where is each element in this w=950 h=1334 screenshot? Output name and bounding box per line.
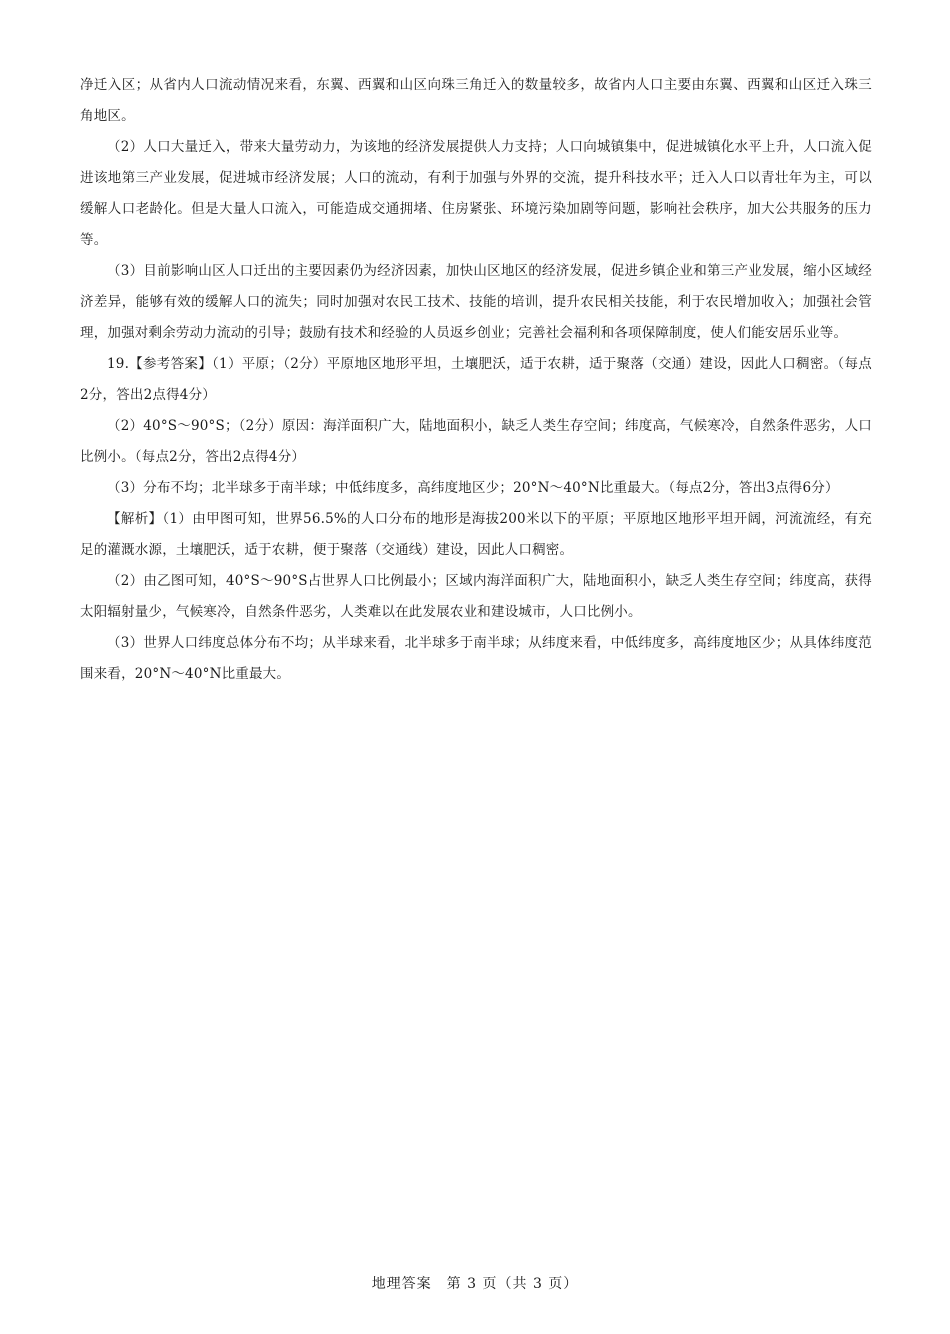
paragraph-mountain-measures: （3）目前影响山区人口迁出的主要因素仍为经济因素，加快山区地区的经济发展，促进乡镇企业和第三产业发展，缩小区域经济差异，能够有效的缓解人口的流失；同时加强对农民工技术、技能的培训，提升农民相关技能，利于农民增加收入；加强社会管理，加强对剩余劳动力流动的引导；鼓励有技术和经验的人员返乡创业；完善社会福利和各项保障制度，使人们能安居乐业等。 bbox=[80, 263, 872, 341]
paragraph-q19-analysis-3: （3）世界人口纬度总体分布不均；从半球来看，北半球多于南半球；从纬度来看，中低纬度多，高纬度地区少；从具体纬度范围来看，20°N～40°N比重最大。 bbox=[80, 635, 872, 682]
paragraph-q19-answer-2: （2）40°S～90°S；（2分）原因：海洋面积广大，陆地面积小，缺乏人类生存空间；纬度高，气候寒冷，自然条件恶劣，人口比例小。（每点2分，答出2点得4分） bbox=[80, 418, 872, 465]
paragraph-migration-impact: （2）人口大量迁入，带来大量劳动力，为该地的经济发展提供人力支持；人口向城镇集中，促进城镇化水平上升，人口流入促进该地第三产业发展，促进城市经济发展；人口的流动，有利于加强与外界的交流，提升科技水平；迁入人口以青壮年为主，可以缓解人口老龄化。但是大量人口流入，可能造成交通拥堵、住房紧张、环境污染加剧等问题，影响社会秩序，加大公共服务的压力等。 bbox=[80, 139, 872, 248]
paragraph-q19-analysis-2: （2）由乙图可知，40°S～90°S占世界人口比例最小；区域内海洋面积广大，陆地面积小，缺乏人类生存空间；纬度高，获得太阳辐射量少，气候寒冷，自然条件恶劣，人类难以在此发展农业和建设城市，人口比例小。 bbox=[80, 573, 872, 620]
answer-body bbox=[80, 70, 872, 690]
page-footer: 地理答案 第 3 页（共 3 页） bbox=[371, 1276, 579, 1292]
paragraph-migration-summary: 净迁入区；从省内人口流动情况来看，东翼、西翼和山区向珠三角迁入的数量较多，故省内人口主要由东翼、西翼和山区迁入珠三角地区。 bbox=[80, 77, 872, 124]
paragraph-q19-answer-3: （3）分布不均；北半球多于南半球；中低纬度多，高纬度地区少；20°N～40°N比重最大。（每点2分，答出3点得6分） bbox=[107, 480, 839, 496]
paragraph-q19-analysis-1: 【解析】（1）由甲图可知，世界56.5%的人口分布的地形是海拔200米以下的平原；平原地区地形平坦开阔，河流流经，有充足的灌溉水源，土壤肥沃，适于农耕，便于聚落（交通线）建设，因此人口稠密。 bbox=[80, 511, 872, 558]
paragraph-q19-answer-1: 19.【参考答案】（1）平原；（2分）平原地区地形平坦，土壤肥沃，适于农耕，适于聚落（交通）建设，因此人口稠密。（每点2分，答出2点得4分） bbox=[80, 356, 872, 403]
